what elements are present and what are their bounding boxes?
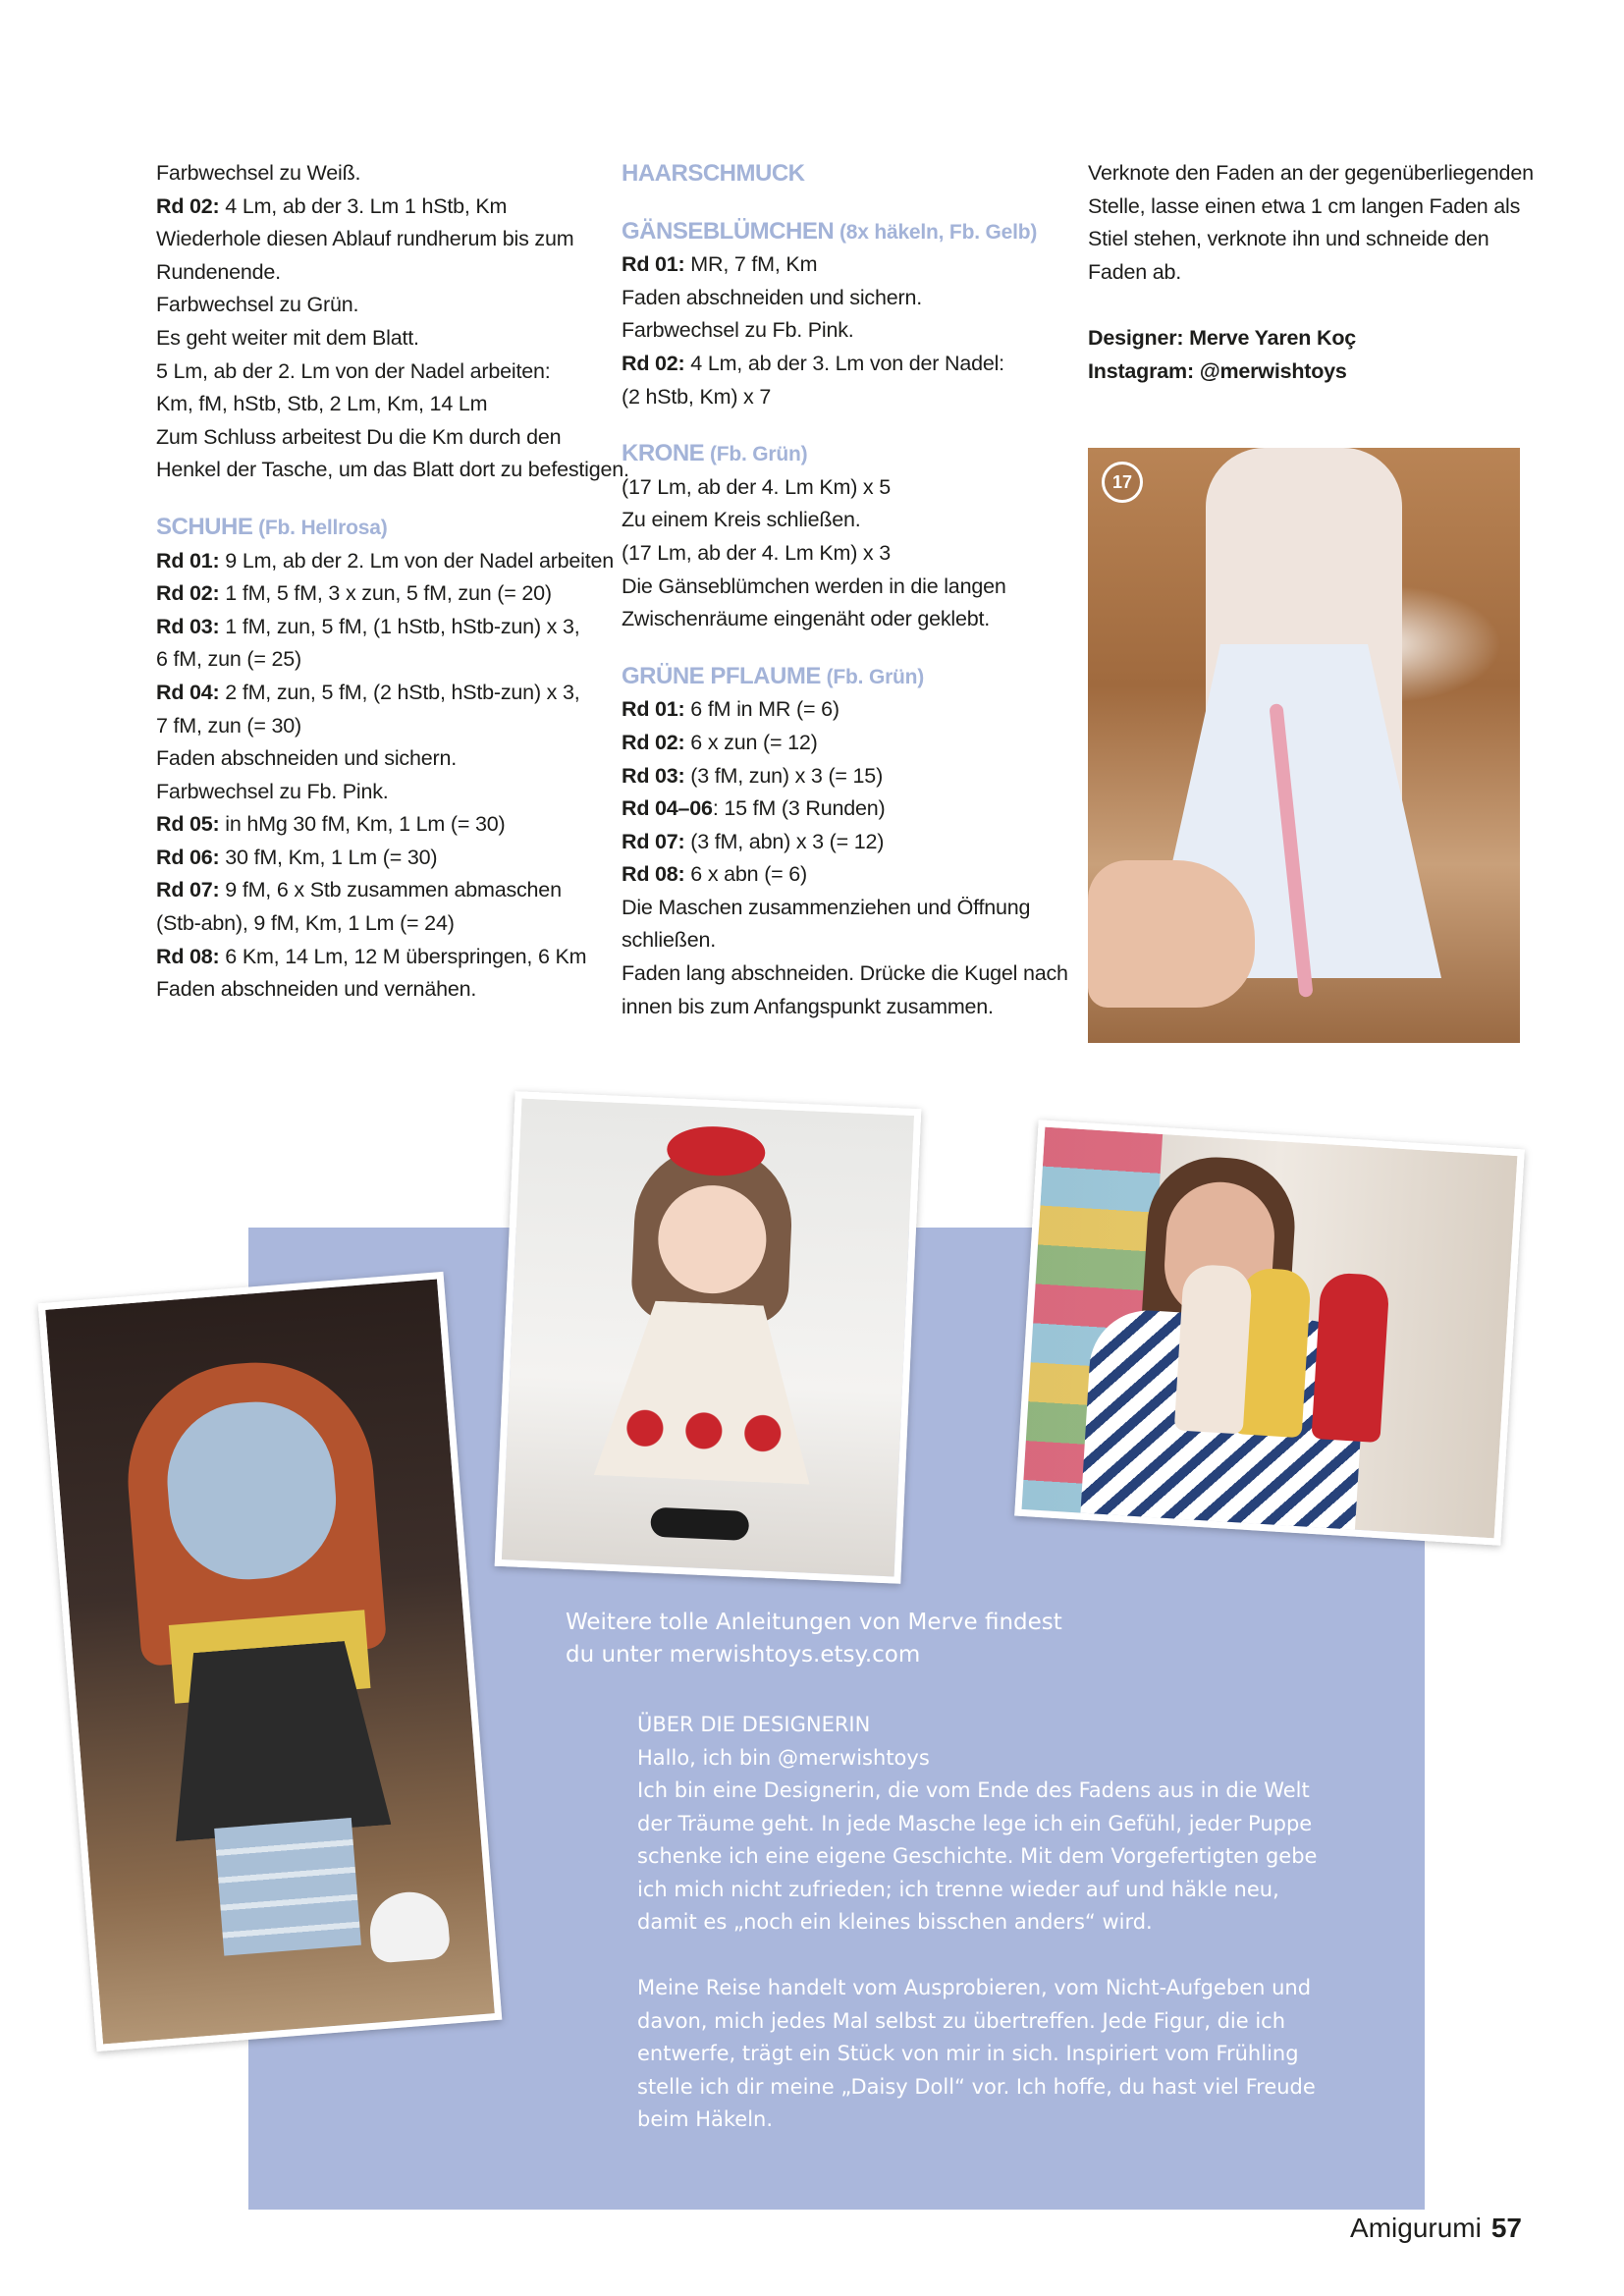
section-gaenseblumchen bbox=[622, 215, 1054, 414]
round-label: Rd 02: bbox=[622, 351, 685, 375]
about-line: Meine Reise handelt vom Ausprobieren, vom Nicht-Aufgeben und bbox=[637, 1976, 1312, 1999]
column-left bbox=[156, 157, 629, 1007]
about-heading: ÜBER DIE DESIGNERIN bbox=[637, 1713, 871, 1736]
instruction-line bbox=[156, 289, 588, 322]
instructions-list bbox=[622, 471, 1054, 636]
section-heading: GÄNSEBLÜMCHEN bbox=[622, 217, 835, 245]
mini-doll bbox=[1311, 1272, 1389, 1443]
round-label: Rd 04–06 bbox=[622, 796, 713, 821]
instruction-text: Faden abschneiden und sichern. bbox=[156, 746, 457, 771]
instruction-text: Farbwechsel zu Fb. Pink. bbox=[622, 318, 854, 343]
instruction-line bbox=[156, 421, 588, 455]
instruction-line bbox=[622, 793, 1054, 826]
dress-flowers bbox=[605, 1397, 803, 1465]
instruction-text: (2 hStb, Km) x 7 bbox=[622, 384, 772, 409]
instruction-text: 5 Lm, ab der 2. Lm von der Nadel arbeiten: bbox=[156, 358, 551, 383]
instruction-text: innen bis zum Anfangspunkt zusammen. bbox=[622, 994, 994, 1018]
round-label: Rd 05: bbox=[156, 812, 220, 837]
round-label: Rd 02: bbox=[156, 193, 220, 218]
instruction-line bbox=[622, 248, 1054, 282]
instruction-text: 6 Km, 14 Lm, 12 M überspringen, 6 Km bbox=[219, 944, 587, 968]
instruction-line bbox=[156, 355, 588, 389]
instruction-text: Die Maschen zusammenziehen und Öffnung bbox=[622, 895, 1031, 919]
instruction-text: (3 fM, zun) x 3 (= 15) bbox=[684, 763, 884, 788]
instruction-text: 1 fM, 5 fM, 3 x zun, 5 fM, zun (= 20) bbox=[219, 581, 552, 606]
instruction-text: Faden abschneiden und sichern. bbox=[622, 285, 922, 309]
section-schuhe bbox=[156, 511, 615, 1007]
about-line: schenke ich eine eigene Geschichte. Mit dem Vorgefertigten gebe bbox=[637, 1844, 1318, 1868]
pumpkin-bucket bbox=[367, 1889, 451, 1964]
instruction-text: in hMg 30 fM, Km, 1 Lm (= 30) bbox=[219, 812, 506, 837]
instruction-line bbox=[156, 710, 588, 743]
instruction-line bbox=[156, 808, 588, 842]
instruction-text: (Stb-abn), 9 fM, Km, 1 Lm (= 24) bbox=[156, 911, 455, 936]
instruction-text: Farbwechsel zu Grün. bbox=[156, 293, 359, 317]
hand bbox=[1088, 860, 1255, 1008]
instruction-text: 6 fM, zun (= 25) bbox=[156, 647, 301, 672]
magazine-name: Amigurumi bbox=[1350, 2213, 1482, 2243]
instruction-line bbox=[156, 322, 588, 355]
column-middle bbox=[622, 157, 1068, 1023]
instruction-line bbox=[156, 191, 588, 224]
photo-designer bbox=[1014, 1120, 1525, 1546]
instruction-line bbox=[622, 727, 1054, 760]
round-label: Rd 02: bbox=[156, 581, 220, 606]
round-label: Rd 08: bbox=[622, 862, 685, 887]
instruction-line bbox=[156, 941, 588, 974]
instruction-line bbox=[622, 826, 1054, 859]
instruction-text: 30 fM, Km, 1 Lm (= 30) bbox=[219, 845, 438, 869]
instructions-list bbox=[622, 693, 1068, 1023]
instruction-text: (3 fM, abn) x 3 (= 12) bbox=[684, 829, 885, 853]
round-label: Rd 03: bbox=[622, 763, 685, 788]
designer-instagram: Instagram: @merwishtoys bbox=[1088, 358, 1347, 383]
instruction-line bbox=[156, 388, 588, 421]
instruction-text: 6 x abn (= 6) bbox=[684, 862, 807, 887]
instructions-list bbox=[622, 248, 1054, 413]
instruction-text: (17 Lm, ab der 4. Lm Km) x 3 bbox=[622, 540, 892, 565]
section-heading: HAARSCHMUCK bbox=[622, 160, 805, 187]
section-subheading: (Fb. Grün) bbox=[826, 665, 925, 688]
instruction-line bbox=[622, 348, 1054, 381]
instruction-line bbox=[622, 957, 1068, 991]
instruction-text: 9 fM, 6 x Stb zusammen abmaschen bbox=[219, 878, 562, 902]
etsy-note-line: du unter merwishtoys.etsy.com bbox=[566, 1642, 921, 1667]
instruction-text: MR, 7 fM, Km bbox=[684, 252, 818, 277]
instruction-line bbox=[156, 577, 588, 611]
instruction-line bbox=[156, 643, 588, 677]
instruction-line bbox=[156, 973, 588, 1007]
about-line: beim Häkeln. bbox=[637, 2107, 774, 2131]
section-heading: GRÜNE PFLAUME bbox=[622, 662, 821, 689]
instruction-line bbox=[622, 504, 1054, 537]
instruction-line bbox=[622, 471, 1054, 505]
photo-daisy-doll bbox=[495, 1091, 922, 1584]
round-label: Rd 01: bbox=[622, 697, 685, 722]
instruction-line bbox=[622, 381, 1054, 414]
instruction-text: : 15 fM (3 Runden) bbox=[712, 796, 886, 821]
about-line: damit es „noch ein kleines bisschen anders“ wird. bbox=[637, 1910, 1153, 1934]
about-line: Hallo, ich bin @merwishtoys bbox=[637, 1745, 930, 1770]
instruction-line bbox=[156, 157, 588, 191]
instruction-line bbox=[156, 874, 588, 907]
instruction-text: 1 fM, zun, 5 fM, (1 hStb, hStb-zun) x 3, bbox=[219, 614, 580, 638]
etsy-note bbox=[566, 1607, 1351, 1671]
round-label: Rd 04: bbox=[156, 680, 220, 704]
instruction-text: Zwischenräume eingenäht oder geklebt. bbox=[622, 607, 991, 631]
round-label: Rd 01: bbox=[156, 548, 220, 573]
instruction-text: schließen. bbox=[622, 928, 716, 953]
instructions-list bbox=[156, 545, 615, 1007]
round-label: Rd 07: bbox=[156, 878, 220, 902]
instructions-bag bbox=[156, 157, 629, 487]
instruction-text: 9 Lm, ab der 2. Lm von der Nadel arbeiten bbox=[219, 548, 615, 573]
instruction-text: (17 Lm, ab der 4. Lm Km) x 5 bbox=[622, 474, 892, 499]
round-label: Rd 08: bbox=[156, 944, 220, 968]
about-line bbox=[637, 1940, 1403, 1973]
doll-shoes bbox=[650, 1507, 749, 1541]
section-subheading: (Fb. Grün) bbox=[709, 443, 808, 466]
instruction-text: Km, fM, hStb, Stb, 2 Lm, Km, 14 Lm bbox=[156, 392, 488, 416]
instruction-line bbox=[622, 760, 1054, 793]
instruction-line bbox=[156, 545, 615, 578]
instruction-line bbox=[622, 314, 1054, 348]
about-designer bbox=[637, 1709, 1403, 2137]
instruction-line bbox=[156, 842, 588, 875]
instruction-text: Wiederhole diesen Ablauf rundherum bis zum bbox=[156, 227, 574, 251]
round-label: Rd 07: bbox=[622, 829, 685, 853]
instruction-line bbox=[156, 223, 588, 256]
about-line: der Träume geht. In jede Masche lege ich ein Gefühl, jeder Puppe bbox=[637, 1811, 1313, 1835]
about-line: davon, mich jedes Mal selbst zu übertreffen. Jede Figur, die ich bbox=[637, 2008, 1286, 2033]
round-label: Rd 01: bbox=[622, 252, 685, 277]
instruction-text: 7 fM, zun (= 30) bbox=[156, 713, 301, 738]
about-line: ich mich nicht zufrieden; ich trenne wieder auf und häkle neu, bbox=[637, 1877, 1279, 1901]
doll-legs bbox=[214, 1818, 361, 1956]
instruction-line: Stelle, lasse einen etwa 1 cm langen Faden als bbox=[1088, 193, 1521, 218]
instruction-text: Es geht weiter mit dem Blatt. bbox=[156, 325, 419, 350]
section-heading: SCHUHE bbox=[156, 513, 253, 540]
instruction-text: 6 fM in MR (= 6) bbox=[684, 697, 839, 722]
instruction-line bbox=[622, 924, 1054, 957]
instruction-text: Die Gänseblümchen werden in die langen bbox=[622, 574, 1006, 598]
instruction-text: 4 Lm, ab der 3. Lm von der Nadel: bbox=[684, 351, 1004, 375]
instruction-line bbox=[622, 537, 1054, 571]
mini-doll bbox=[1174, 1264, 1253, 1435]
instruction-text: 6 x zun (= 12) bbox=[684, 730, 818, 754]
instruction-text: Zum Schluss arbeitest Du die Km durch den bbox=[156, 424, 562, 449]
etsy-note-line: Weitere tolle Anleitungen von Merve findest bbox=[566, 1610, 1062, 1635]
instruction-text: 4 Lm, ab der 3. Lm 1 hStb, Km bbox=[219, 193, 508, 218]
about-line: stelle ich dir meine „Daisy Doll“ vor. Ich hoffe, du hast viel Freude bbox=[637, 2074, 1316, 2099]
round-label: Rd 03: bbox=[156, 614, 220, 638]
instruction-text: Farbwechsel zu Fb. Pink. bbox=[156, 779, 389, 803]
instruction-text: Farbwechsel zu Weiß. bbox=[156, 161, 361, 185]
instruction-line: Stiel stehen, verknote ihn und schneide den bbox=[1088, 227, 1489, 251]
page-footer bbox=[1345, 2213, 1522, 2252]
instruction-line bbox=[156, 742, 588, 776]
instruction-line bbox=[156, 677, 588, 710]
instruction-line bbox=[156, 256, 588, 290]
section-heading: KRONE bbox=[622, 440, 705, 467]
section-gruene-pflaume bbox=[622, 660, 1068, 1024]
instruction-line bbox=[156, 776, 588, 809]
instruction-line: Faden ab. bbox=[1088, 259, 1182, 284]
section-krone bbox=[622, 437, 1054, 636]
step-number-badge: 17 bbox=[1102, 462, 1143, 503]
instruction-line bbox=[622, 858, 1054, 892]
instructions-stem bbox=[1088, 157, 1534, 289]
instruction-line: Verknote den Faden an der gegenüberliegenden bbox=[1088, 161, 1534, 185]
instruction-line bbox=[622, 282, 1054, 315]
instruction-line bbox=[156, 611, 588, 644]
instruction-line bbox=[622, 991, 1054, 1024]
column-right bbox=[1088, 157, 1534, 388]
page-number: 57 bbox=[1490, 2213, 1522, 2243]
instruction-line bbox=[622, 571, 1054, 604]
instruction-text: Faden lang abschneiden. Drücke die Kugel nach bbox=[622, 961, 1068, 986]
instruction-line bbox=[622, 693, 1054, 727]
instruction-line bbox=[622, 892, 1054, 925]
step-photo bbox=[1088, 448, 1520, 1043]
section-subheading: (Fb. Hellrosa) bbox=[258, 516, 388, 539]
photo-sally-doll bbox=[38, 1272, 503, 2051]
instruction-text: Zu einem Kreis schließen. bbox=[622, 508, 861, 532]
instruction-text: 2 fM, zun, 5 fM, (2 hStb, hStb-zun) x 3, bbox=[219, 680, 580, 704]
round-label: Rd 02: bbox=[622, 730, 685, 754]
instruction-line bbox=[156, 454, 629, 487]
designer-name: Designer: Merve Yaren Koç bbox=[1088, 325, 1357, 350]
about-line: entwerfe, trägt ein Stück von mir in sich. Inspiriert vom Frühling bbox=[637, 2042, 1299, 2065]
instruction-line bbox=[622, 603, 1054, 636]
instruction-line bbox=[156, 907, 588, 941]
about-line: Ich bin eine Designerin, die vom Ende des Fadens aus in die Welt bbox=[637, 1778, 1310, 1802]
instruction-text: Rundenende. bbox=[156, 259, 281, 284]
round-label: Rd 06: bbox=[156, 845, 220, 869]
section-subheading: (8x häkeln, Fb. Gelb) bbox=[839, 220, 1038, 244]
instruction-text: Henkel der Tasche, um das Blatt dort zu befestigen. bbox=[156, 458, 629, 482]
instruction-text: Faden abschneiden und vernähen. bbox=[156, 977, 477, 1002]
